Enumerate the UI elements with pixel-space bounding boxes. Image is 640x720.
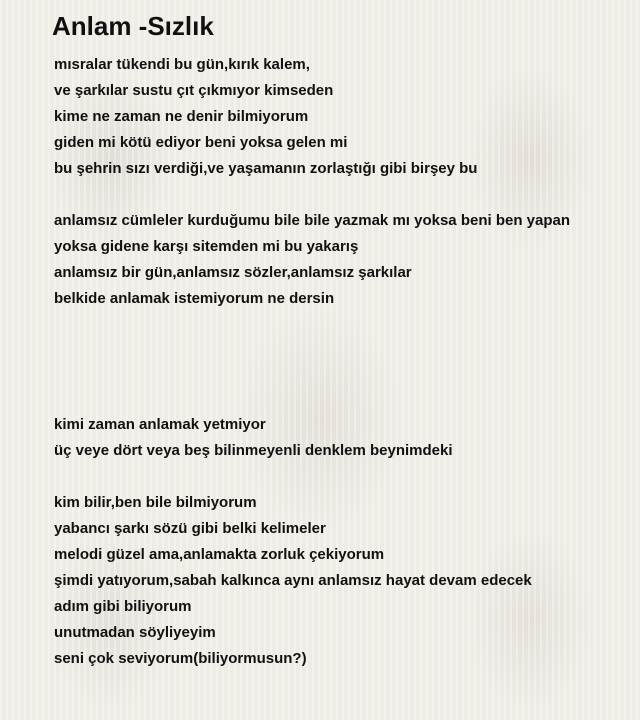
- poem-line: melodi güzel ama,anlamakta zorluk çekiyorum: [54, 546, 385, 563]
- poem-body: [54, 52, 634, 672]
- stanza-3: [54, 412, 634, 464]
- stanza-gap: [54, 312, 634, 412]
- poem-line: kime ne zaman ne denir bilmiyorum: [54, 108, 309, 125]
- poem-line: belkide anlamak istemiyorum ne dersin: [54, 290, 335, 307]
- stanza-4: [54, 490, 634, 672]
- poem-line: unutmadan söyliyeyim: [54, 624, 216, 641]
- poem-line: şimdi yatıyorum,sabah kalkınca aynı anlamsız hayat devam edecek: [54, 572, 532, 589]
- poem-line: anlamsız bir gün,anlamsız sözler,anlamsız şarkılar: [54, 264, 412, 281]
- poem-line: kimi zaman anlamak yetmiyor: [54, 416, 266, 433]
- stanza-1: [54, 52, 634, 182]
- poem-line: bu şehrin sızı verdiği,ve yaşamanın zorlaştığı gibi birşey bu: [54, 160, 478, 177]
- poem-line: yabancı şarkı sözü gibi belki kelimeler: [54, 520, 326, 537]
- poem-line: seni çok seviyorum(biliyormusun?): [54, 650, 307, 667]
- stanza-gap: [54, 464, 634, 490]
- poem-line: üç veye dört veya beş bilinmeyenli denklem beynimdeki: [54, 442, 453, 459]
- stanza-2: [54, 208, 634, 312]
- poem-line: kim bilir,ben bile bilmiyorum: [54, 494, 257, 511]
- poem-line: ve şarkılar sustu çıt çıkmıyor kimseden: [54, 82, 334, 99]
- poem-line: yoksa gidene karşı sitemden mi bu yakarış: [54, 238, 359, 255]
- poem-line: adım gibi biliyorum: [54, 598, 192, 615]
- poem-title: Anlam -Sızlık: [52, 11, 214, 41]
- stanza-gap: [54, 182, 634, 208]
- poem-line: mısralar tükendi bu gün,kırık kalem,: [54, 56, 310, 73]
- poem-line: anlamsız cümleler kurduğumu bile bile yazmak mı yoksa beni ben yapan: [54, 212, 571, 229]
- poem-line: giden mi kötü ediyor beni yoksa gelen mi: [54, 134, 348, 151]
